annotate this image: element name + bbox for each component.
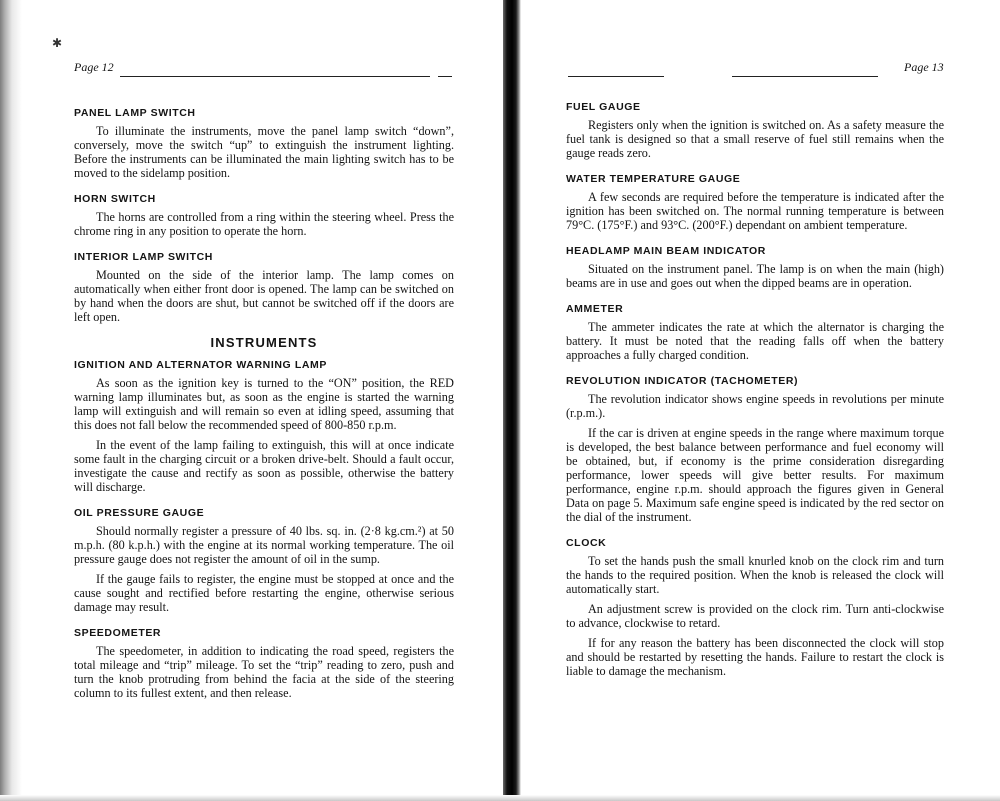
section-oil-pressure-gauge xyxy=(74,506,454,614)
section-ammeter xyxy=(566,302,944,362)
paragraph: The ammeter indicates the rate at which the alternator is charging the battery. It must be noted that the reading falls off when the battery approaches a fully charged condition. xyxy=(566,320,944,362)
section-ignition-warning-lamp xyxy=(74,358,454,494)
section-heading: HEADLAMP MAIN BEAM INDICATOR xyxy=(566,245,766,257)
right-page-content xyxy=(566,100,944,690)
paragraph: If the car is driven at engine speeds in the range where maximum torque is developed, the best balance between performance and fuel economy will be obtained, but, if economy is the prime consideration disregarding performance, lower speeds will give better results. For maximum performance, engine r.p.m. should approach the figures given in General Data on page 5. Maximum safe engine speed is indicated by the red sector on the dial of the instrument. xyxy=(566,426,944,524)
paragraph: An adjustment screw is provided on the clock rim. Turn anti-clockwise to advance, clockwise to retard. xyxy=(566,602,944,630)
paragraph: The horns are controlled from a ring within the steering wheel. Press the chrome ring in any position to operate the horn. xyxy=(74,210,454,238)
paragraph: As soon as the ignition key is turned to the “ON” position, the RED warning lamp illuminates but, as soon as the engine is started the warning lamp will extinguish and will remain so even at idling speed, assuming that this does not fall below the recommended speed of 800-850 r.p.m. xyxy=(74,376,454,432)
page-number-right: Page 13 xyxy=(904,60,944,74)
paragraph: Mounted on the side of the interior lamp. The lamp comes on automatically when either front door is opened. The lamp can be switched on by hand when the doors are shut, but cannot be switched off if the doors are left open. xyxy=(74,268,454,324)
ink-smudge: ✱ xyxy=(52,36,63,50)
section-heading: OIL PRESSURE GAUGE xyxy=(74,507,205,519)
paragraph: Registers only when the ignition is switched on. As a safety measure the fuel tank is designed so that a small reserve of fuel still remains when the gauge reads zero. xyxy=(566,118,944,160)
page-bottom-edge xyxy=(0,795,1000,801)
header-rule-right-start xyxy=(568,76,664,77)
paragraph: To illuminate the instruments, move the panel lamp switch “down”, conversely, move the switch “up” to extinguish the instrument lighting. Before the instruments can be illuminated the main lighting switch has to be moved to the sidelamp position. xyxy=(74,124,454,180)
page-number-left: Page 12 xyxy=(74,60,114,74)
paragraph: If for any reason the battery has been disconnected the clock will stop and should be restarted by resetting the hands. Failure to restart the clock is liable to damage the mechanism. xyxy=(566,636,944,678)
section-water-temperature-gauge xyxy=(566,172,944,232)
header-rule-left-end xyxy=(438,76,452,77)
section-heading: FUEL GAUGE xyxy=(566,101,641,113)
section-headlamp-main-beam-indicator xyxy=(566,244,944,290)
paragraph: The revolution indicator shows engine speeds in revolutions per minute (r.p.m.). xyxy=(566,392,944,420)
paragraph: A few seconds are required before the temperature is indicated after the ignition has been switched on. The normal running temperature is between 79°C. (175°F.) and 93°C. (200°F.) dependant on ambient temperature. xyxy=(566,190,944,232)
section-interior-lamp-switch xyxy=(74,250,454,324)
section-heading: CLOCK xyxy=(566,537,607,549)
header-rule-left xyxy=(120,76,430,77)
book-spine-gutter xyxy=(503,0,521,801)
section-clock xyxy=(566,536,944,678)
section-heading: SPEEDOMETER xyxy=(74,627,162,639)
section-heading: PANEL LAMP SWITCH xyxy=(74,107,196,119)
section-heading: AMMETER xyxy=(566,303,624,315)
right-page xyxy=(520,0,1000,801)
paragraph: Should normally register a pressure of 40 lbs. sq. in. (2·8 kg.cm.²) at 50 m.p.h. (80 k.p.h.) with the engine at its normal working temperature. The oil pressure gauge does not register the amount of oil in the sump. xyxy=(74,524,454,566)
section-heading: REVOLUTION INDICATOR (TACHOMETER) xyxy=(566,375,799,387)
section-revolution-indicator xyxy=(566,374,944,524)
section-panel-lamp-switch xyxy=(74,106,454,180)
section-heading: WATER TEMPERATURE GAUGE xyxy=(566,173,741,185)
instruments-title: INSTRUMENTS xyxy=(210,335,318,350)
paragraph: In the event of the lamp failing to extinguish, this will at once indicate some fault in the charging circuit or a broken drive-belt. Should a fault occur, investigate the cause and rectify as soon as possible, otherwise the battery will discharge. xyxy=(74,438,454,494)
paragraph: To set the hands push the small knurled knob on the clock rim and turn the hands to the required position. When the knob is released the clock will automatically start. xyxy=(566,554,944,596)
paragraph: If the gauge fails to register, the engine must be stopped at once and the cause sought and rectified before restarting the engine, otherwise serious damage may result. xyxy=(74,572,454,614)
paragraph: The speedometer, in addition to indicating the road speed, registers the total mileage and “trip” mileage. To set the “trip” reading to zero, push and turn the knob protruding from behind the facia at the side of the steering column to its fullest extent, and then release. xyxy=(74,644,454,700)
paragraph: Situated on the instrument panel. The lamp is on when the main (high) beams are in use and goes out when the dipped beams are in operation. xyxy=(566,262,944,290)
header-rule-right xyxy=(732,76,878,77)
section-fuel-gauge xyxy=(566,100,944,160)
left-page-content xyxy=(74,106,454,712)
section-horn-switch xyxy=(74,192,454,238)
section-speedometer xyxy=(74,626,454,700)
section-heading: INTERIOR LAMP SWITCH xyxy=(74,251,213,263)
section-heading: IGNITION AND ALTERNATOR WARNING LAMP xyxy=(74,359,327,371)
section-heading: HORN SWITCH xyxy=(74,193,156,205)
